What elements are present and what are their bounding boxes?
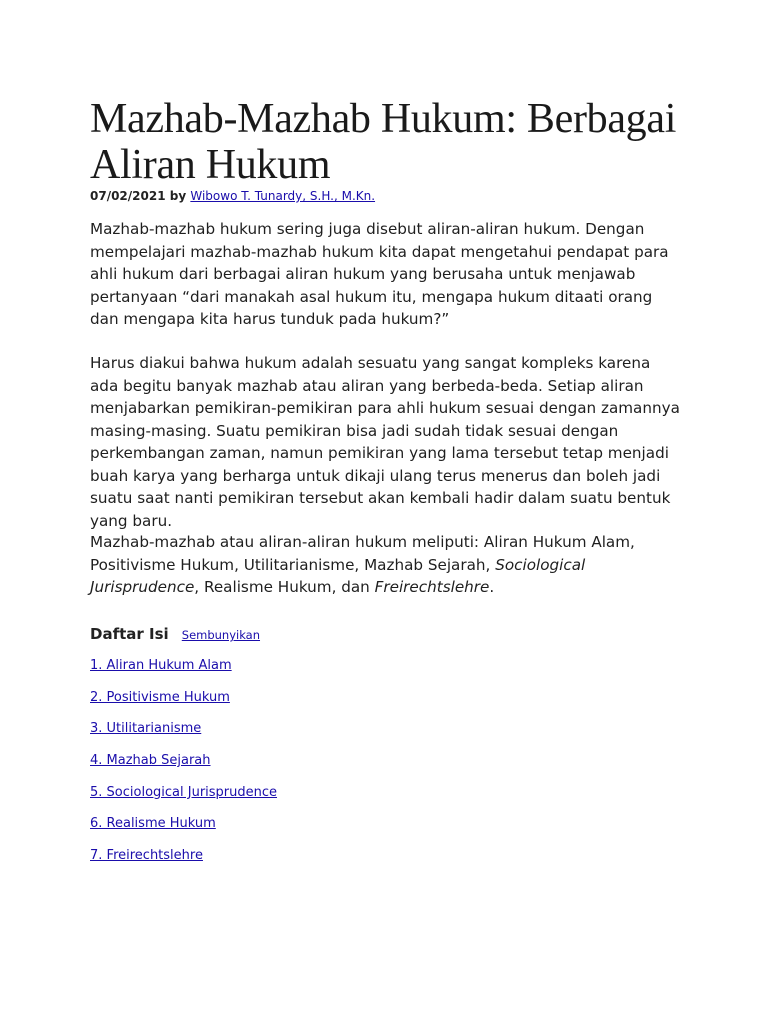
toc-hide-toggle[interactable]: Sembunyikan [181, 628, 261, 642]
article-date: 07/02/2021 [90, 189, 166, 203]
toc-item [90, 655, 277, 687]
toc-title: Daftar Isi [90, 625, 169, 643]
intro-paragraph: Mazhab-mazhab hukum sering juga disebut aliran-aliran hukum. Dengan mempelajari mazhab-mazhab hukum kita dapat mengetahui pendapat para ahli hukum dari berbagai aliran hukum yang berusaha untuk menjawab pertanyaan “dari manakah asal hukum itu, mengapa hukum ditaati orang dan mengapa kita harus tunduk pada hukum?” [90, 220, 669, 328]
author-link[interactable]: Wibowo T. Tunardy, S.H., M.Kn. [190, 189, 376, 203]
toc-link-freirechtslehre[interactable]: 7. Freirechtslehre [90, 848, 203, 864]
toc-item [90, 687, 277, 719]
schools-text-2: , Realisme Hukum, dan [194, 578, 375, 596]
article-title: Mazhab-Mazhab Hukum: Berbagai Aliran Hukum [90, 96, 677, 188]
toc-header [90, 624, 260, 643]
toc-link-utilitarianisme[interactable]: 3. Utilitarianisme [90, 721, 202, 737]
toc-item [90, 813, 277, 845]
schools-italic-freirechtslehre: Freirechtslehre [374, 578, 490, 596]
toc-link-aliran-hukum-alam[interactable]: 1. Aliran Hukum Alam [90, 658, 232, 673]
schools-paragraph [90, 531, 680, 599]
second-paragraph: Harus diakui bahwa hukum adalah sesuatu yang sangat kompleks karena ada begitu banyak mazhab atau aliran yang berbeda-beda. Setiap aliran menjabarkan pemikiran-pemikiran para ahli hukum sesuai dengan zamannya masing-masing. Suatu pemikiran bisa jadi sudah tidak sesuai dengan perkembangan zaman, namun pemikiran yang lama tersebut tetap menjadi buah karya yang berharga untuk dikaji ulang terus menerus dan boleh jadi suatu saat nanti pemikiran tersebut akan kembali hadir dalam suatu bentuk yang baru. [90, 354, 680, 530]
by-label: by [169, 189, 187, 203]
schools-text-3: . [489, 578, 495, 596]
toc-item [90, 782, 277, 814]
toc-link-sociological-jurisprudence[interactable]: 5. Sociological Jurisprudence [90, 784, 278, 800]
toc-list [90, 655, 277, 877]
article-meta [90, 188, 375, 204]
toc-link-mazhab-sejarah[interactable]: 4. Mazhab Sejarah [90, 753, 211, 769]
toc-item [90, 750, 277, 782]
schools-italic-sociological: Sociological Jurisprudence [90, 555, 586, 596]
toc-link-positivisme-hukum[interactable]: 2. Positivisme Hukum [90, 689, 230, 705]
schools-text-1: Mazhab-mazhab atau aliran-aliran hukum meliputi: Aliran Hukum Alam, Positivisme Hukum, Utilitarianisme, Mazhab Sejarah, [90, 533, 635, 574]
toc-item [90, 718, 277, 750]
toc-link-realisme-hukum[interactable]: 6. Realisme Hukum [90, 816, 216, 832]
toc-item [90, 845, 277, 877]
